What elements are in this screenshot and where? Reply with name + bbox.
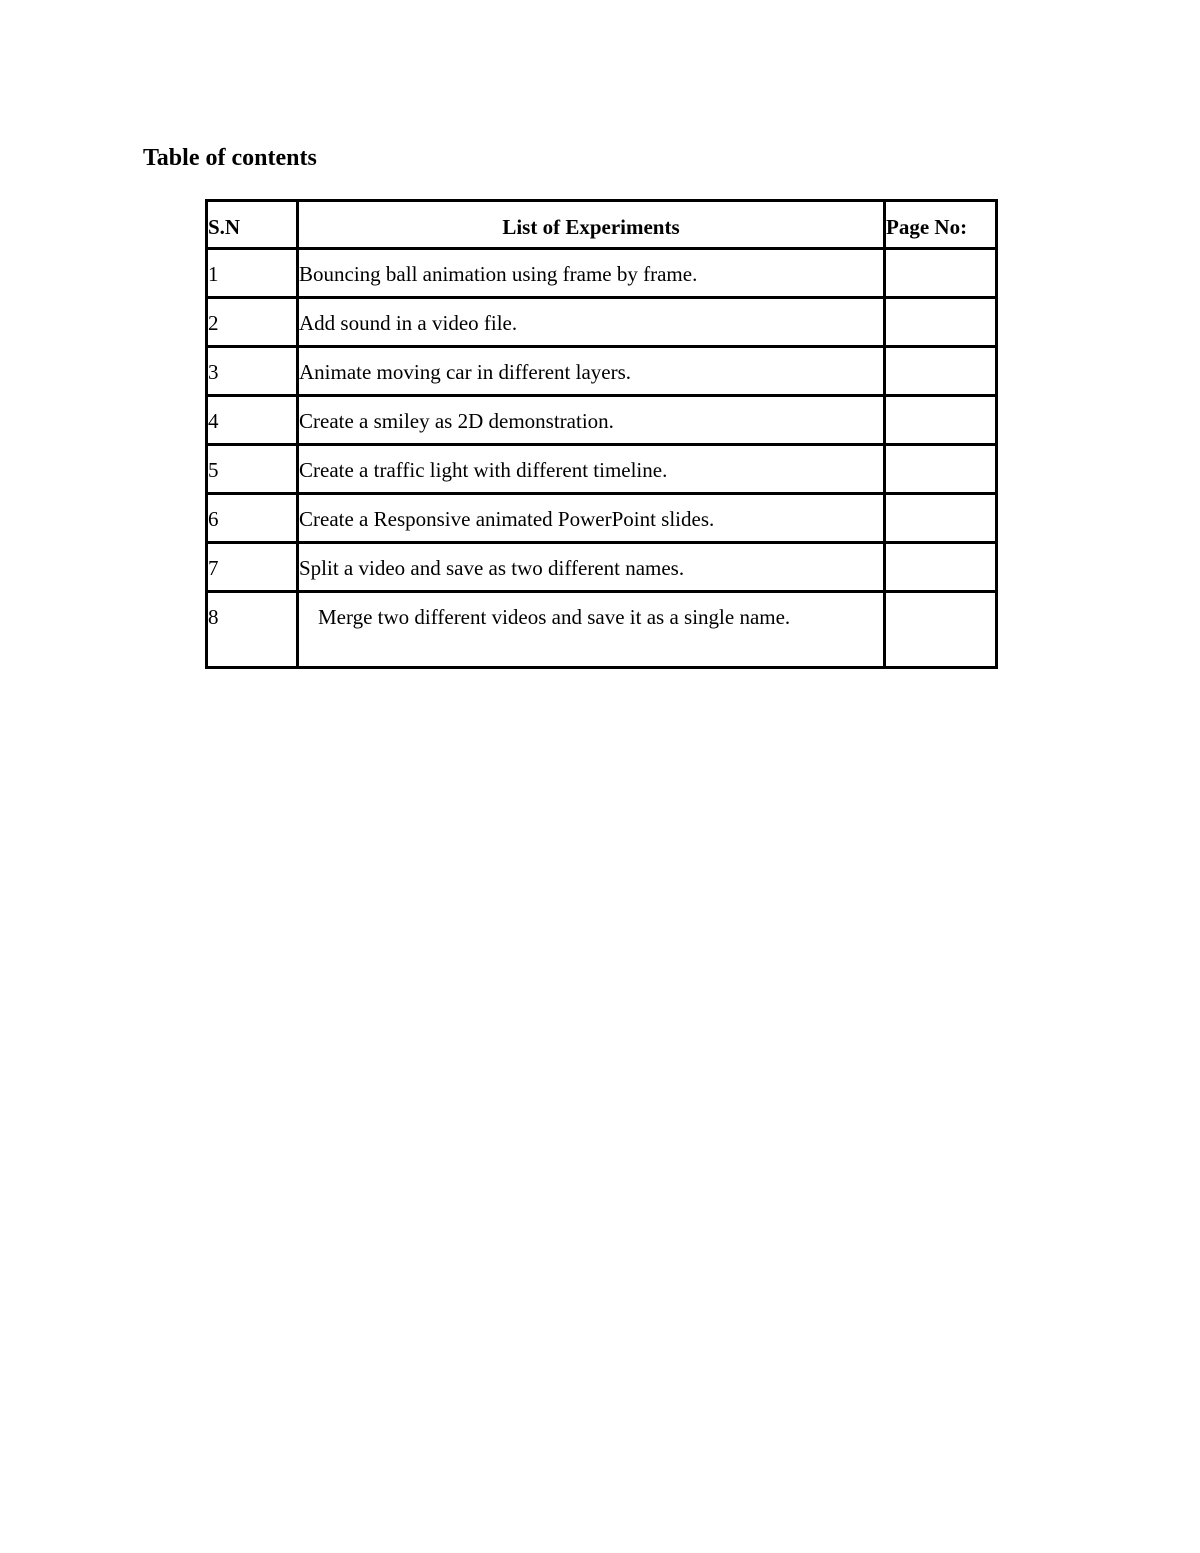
row-sn: 7 [207,543,298,592]
table-row [207,249,997,298]
table-row [207,298,997,347]
row-sn: 8 [207,592,298,668]
row-experiment: Merge two different videos and save it as a single name. [298,592,885,668]
table-row [207,445,997,494]
table-row [207,347,997,396]
row-sn: 5 [207,445,298,494]
row-sn: 6 [207,494,298,543]
table-row [207,543,997,592]
table-row [207,592,997,668]
row-page-no [885,396,997,445]
experiments-table [205,199,998,669]
row-experiment: Create a traffic light with different timeline. [298,445,885,494]
row-page-no [885,298,997,347]
row-experiment: Bouncing ball animation using frame by frame. [298,249,885,298]
row-page-no [885,592,997,668]
table-header-row [207,201,997,249]
row-experiment: Create a smiley as 2D demonstration. [298,396,885,445]
row-page-no [885,543,997,592]
row-sn: 2 [207,298,298,347]
row-page-no [885,445,997,494]
table-row [207,396,997,445]
row-sn: 4 [207,396,298,445]
row-page-no [885,494,997,543]
row-experiment: Animate moving car in different layers. [298,347,885,396]
header-experiments: List of Experiments [298,201,885,249]
header-page-no: Page No: [885,201,997,249]
row-experiment: Add sound in a video file. [298,298,885,347]
table-row [207,494,997,543]
row-sn: 3 [207,347,298,396]
row-sn: 1 [207,249,298,298]
page-title: Table of contents [143,145,317,171]
row-experiment: Split a video and save as two different names. [298,543,885,592]
row-page-no [885,347,997,396]
row-experiment: Create a Responsive animated PowerPoint slides. [298,494,885,543]
row-page-no [885,249,997,298]
header-sn: S.N [207,201,298,249]
